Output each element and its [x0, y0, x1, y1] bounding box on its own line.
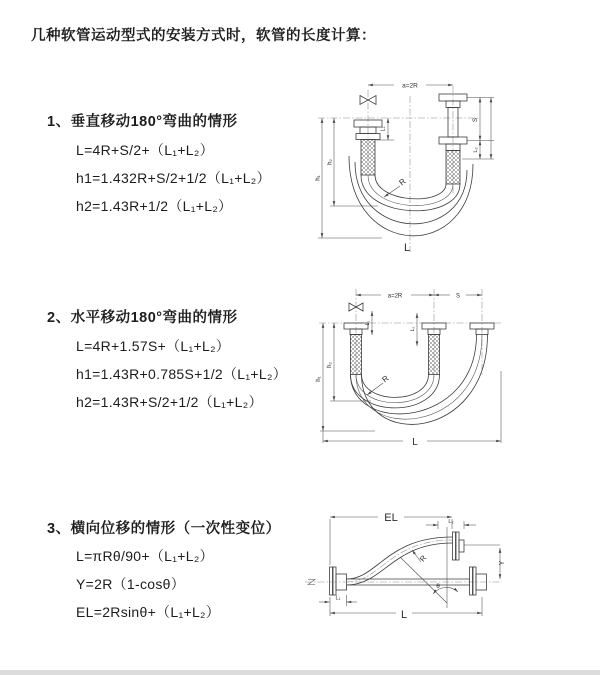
hose-u-bend-position2 — [351, 335, 488, 425]
radius-callout — [384, 177, 408, 197]
height2-label: h₂ — [327, 362, 333, 368]
section-1-formula-L: L=4R+S/2+（L₁+L₂） — [76, 142, 214, 158]
end2-label: L₂ — [410, 326, 416, 332]
scan-edge-shadow — [0, 670, 600, 675]
end1-label: L₁ — [380, 126, 387, 132]
dimension-length — [323, 371, 501, 448]
angle-label: θ — [436, 583, 440, 590]
section-3-formula-L: L=πRθ/90+（L₁+L₂） — [76, 548, 214, 564]
span-label: a=2R — [387, 293, 403, 300]
height2-label: h₂ — [327, 159, 334, 165]
dimension-end1 — [365, 311, 372, 335]
lower-right-flange — [470, 567, 487, 595]
section-2-formula-L: L=4R+1.57S+（L₁+L₂） — [76, 338, 231, 354]
dimension-end2 — [410, 313, 417, 346]
diagram-lateral-displacement — [300, 495, 600, 650]
dimension-height1 — [316, 118, 383, 238]
dimension-end2 — [426, 519, 476, 529]
left-flange — [308, 567, 347, 595]
radius-label: R — [417, 553, 429, 564]
length-label: L — [412, 437, 418, 448]
length-label: L — [403, 242, 411, 254]
section-1-formula-h2: h2=1.43R+1/2（L₁+L₂） — [76, 198, 233, 214]
upper-right-flange — [453, 532, 465, 560]
section-1-heading: 1、垂直移动180°弯曲的情形 — [47, 114, 238, 130]
section-3-formula-Y: Y=2R（1-cosθ） — [76, 576, 186, 592]
diagram-horizontal-180-bend — [315, 283, 600, 463]
section-1-formula-h1: h1=1.432R+S/2+1/2（L₁+L₂） — [76, 170, 271, 186]
section-2-heading: 2、水平移动180°弯曲的情形 — [47, 310, 238, 326]
dimension-end1 — [319, 595, 357, 606]
section-3-heading: 3、横向位移的情形（一次性变位） — [47, 521, 281, 537]
end2-label: L₂ — [448, 519, 454, 525]
height1-label: h₁ — [316, 376, 322, 382]
dimension-length — [330, 597, 482, 621]
centerlines — [319, 289, 501, 378]
dimension-height1 — [316, 323, 375, 431]
height1-label: h₁ — [315, 175, 322, 181]
radius-callout — [367, 374, 391, 395]
page-title: 几种软管运动型式的安装方式时，软管的长度计算： — [31, 28, 376, 44]
end1-label: L₁ — [335, 595, 341, 602]
dimension-span — [356, 294, 482, 300]
dimension-end1 — [376, 118, 394, 140]
radius-callout — [412, 550, 429, 563]
offset-label: Y — [499, 560, 506, 566]
dimension-travel — [462, 98, 494, 160]
extended-length-label: EL — [384, 512, 398, 524]
travel-label: S — [472, 117, 479, 123]
section-2-formula-h2: h2=1.43R+S/2+1/2（L₁+L₂） — [76, 394, 263, 410]
diagram-vertical-180-bend — [310, 70, 600, 265]
end1-label: L₁ — [365, 320, 371, 326]
travel-label: S — [455, 293, 461, 300]
section-3-formula-EL: EL=2Rsinθ+（L₁+L₂） — [76, 604, 221, 620]
radius-label: R — [397, 176, 408, 188]
dimension-span — [368, 83, 453, 90]
span-label: a=2R — [402, 82, 418, 90]
dimension-height2 — [327, 323, 371, 401]
section-2-formula-h1: h1=1.43R+0.785S+1/2（L₁+L₂） — [76, 366, 287, 382]
end2-label: L₂ — [473, 147, 479, 153]
hose-displaced-position — [347, 537, 453, 585]
radius-label: R — [380, 373, 391, 385]
length-label: L — [400, 609, 408, 621]
